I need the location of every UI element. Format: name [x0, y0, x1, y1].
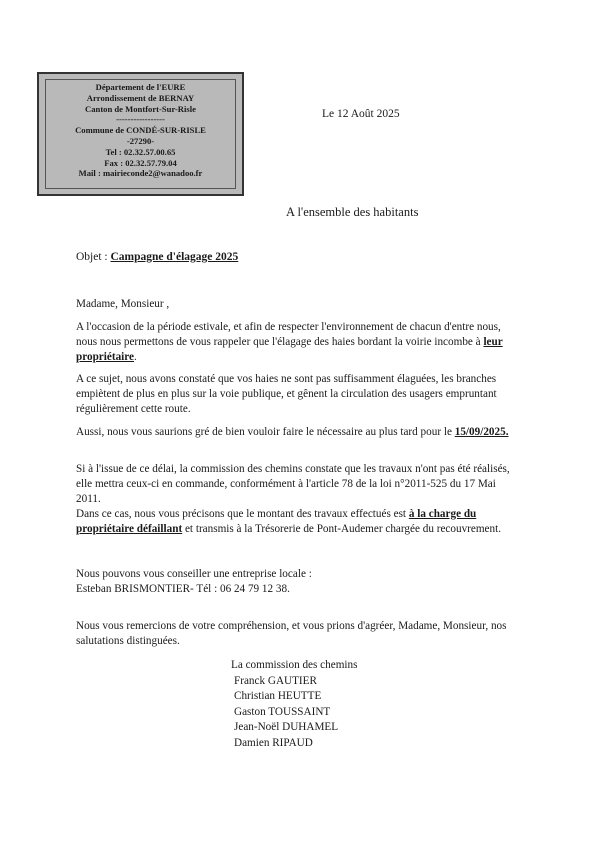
paragraph-closing: Nous vous remercions de votre compréhension, et vous prions d'agréer, Madame, Monsieur, nos salutations distinguées. — [76, 620, 507, 647]
signatory-name: Jean-Noël DUHAMEL — [234, 721, 339, 734]
header-separator: ----------------- — [116, 114, 165, 125]
salutation: Madame, Monsieur , — [76, 298, 170, 310]
paragraph-costs-text: Dans ce cas, nous vous précisons que le montant des travaux effectués est — [76, 508, 409, 520]
header-tel: Tel : 02.32.57.00.65 — [105, 146, 176, 157]
signatory-name: Gaston TOUSSAINT — [234, 705, 331, 718]
paragraph-commission: Si à l'issue de ce délai, la commission des chemins constate que les travaux n'ont pas été réalisés, elle mettra ceux-ci en commande, conformément à l'article 78 de la loi n°2011-525 du 17 Mai 2011. — [76, 463, 510, 505]
mairie-header-box — [37, 72, 244, 196]
paragraph-contractor — [76, 567, 516, 597]
paragraph-occasion-end: . — [134, 351, 137, 363]
letter-object — [76, 251, 238, 263]
paragraph-costs-bold: à la charge du propriétaire défaillant — [76, 508, 477, 535]
mairie-header-content — [45, 79, 236, 189]
letter-addressee: A l'ensemble des habitants — [286, 205, 419, 219]
header-fax: Fax : 02.32.57.79.04 — [104, 157, 177, 168]
paragraph-constat: A ce sujet, nous avons constaté que vos haies ne sont pas suffisamment élaguées, les branches empiètent de plus en plus sur la voie publique, et gênent la circulation des usagers empruntant régulièrement cette route. — [76, 373, 497, 415]
paragraph-deadline-text: Aussi, nous vous saurions gré de bien vouloir faire le nécessaire au plus tard pour le — [76, 426, 455, 438]
header-arrondissement: Arrondissement de BERNAY — [86, 92, 195, 103]
object-subject: Campagne d'élagage 2025 — [110, 251, 239, 263]
paragraph-costs-end: et transmis à la Trésorerie de Pont-Audemer chargée du recouvrement. — [182, 523, 502, 535]
paragraph-occasion-bold: leur propriétaire — [76, 336, 503, 363]
signatory-name: Christian HEUTTE — [234, 690, 322, 703]
paragraph-costs — [76, 507, 516, 537]
paragraph-occasion-text: A l'occasion de la période estivale, et afin de respecter l'environnement de chacun d'entre nous, nous nous permettons de vous rappeler que l'élagage des haies bordant la voirie incombe à — [76, 321, 501, 348]
header-canton: Canton de Montfort-Sur-Risle — [85, 103, 196, 114]
letter-date: Le 12 Août 2025 — [322, 108, 400, 120]
object-label: Objet : — [76, 251, 111, 263]
contractor-intro: Nous pouvons vous conseiller une entreprise locale : — [76, 568, 312, 580]
paragraph-deadline — [76, 425, 516, 440]
contractor-contact: Esteban BRISMONTIER- Tél : 06 24 79 12 38. — [76, 583, 290, 595]
paragraph-occasion — [76, 320, 516, 365]
header-department: Département de l'EURE — [95, 82, 186, 92]
header-postcode: -27290- — [126, 135, 155, 146]
paragraph-deadline-date: 15/09/2025. — [454, 426, 509, 438]
signatory-name: Damien RIPAUD — [234, 736, 313, 749]
signatory-name: Franck GAUTIER — [234, 674, 317, 687]
signature-block — [231, 658, 357, 752]
signature-title: La commission des chemins — [231, 659, 358, 671]
header-commune: Commune de CONDÉ-SUR-RISLE — [75, 125, 206, 136]
header-mail: Mail : mairieconde2@wanadoo.fr — [78, 168, 203, 179]
